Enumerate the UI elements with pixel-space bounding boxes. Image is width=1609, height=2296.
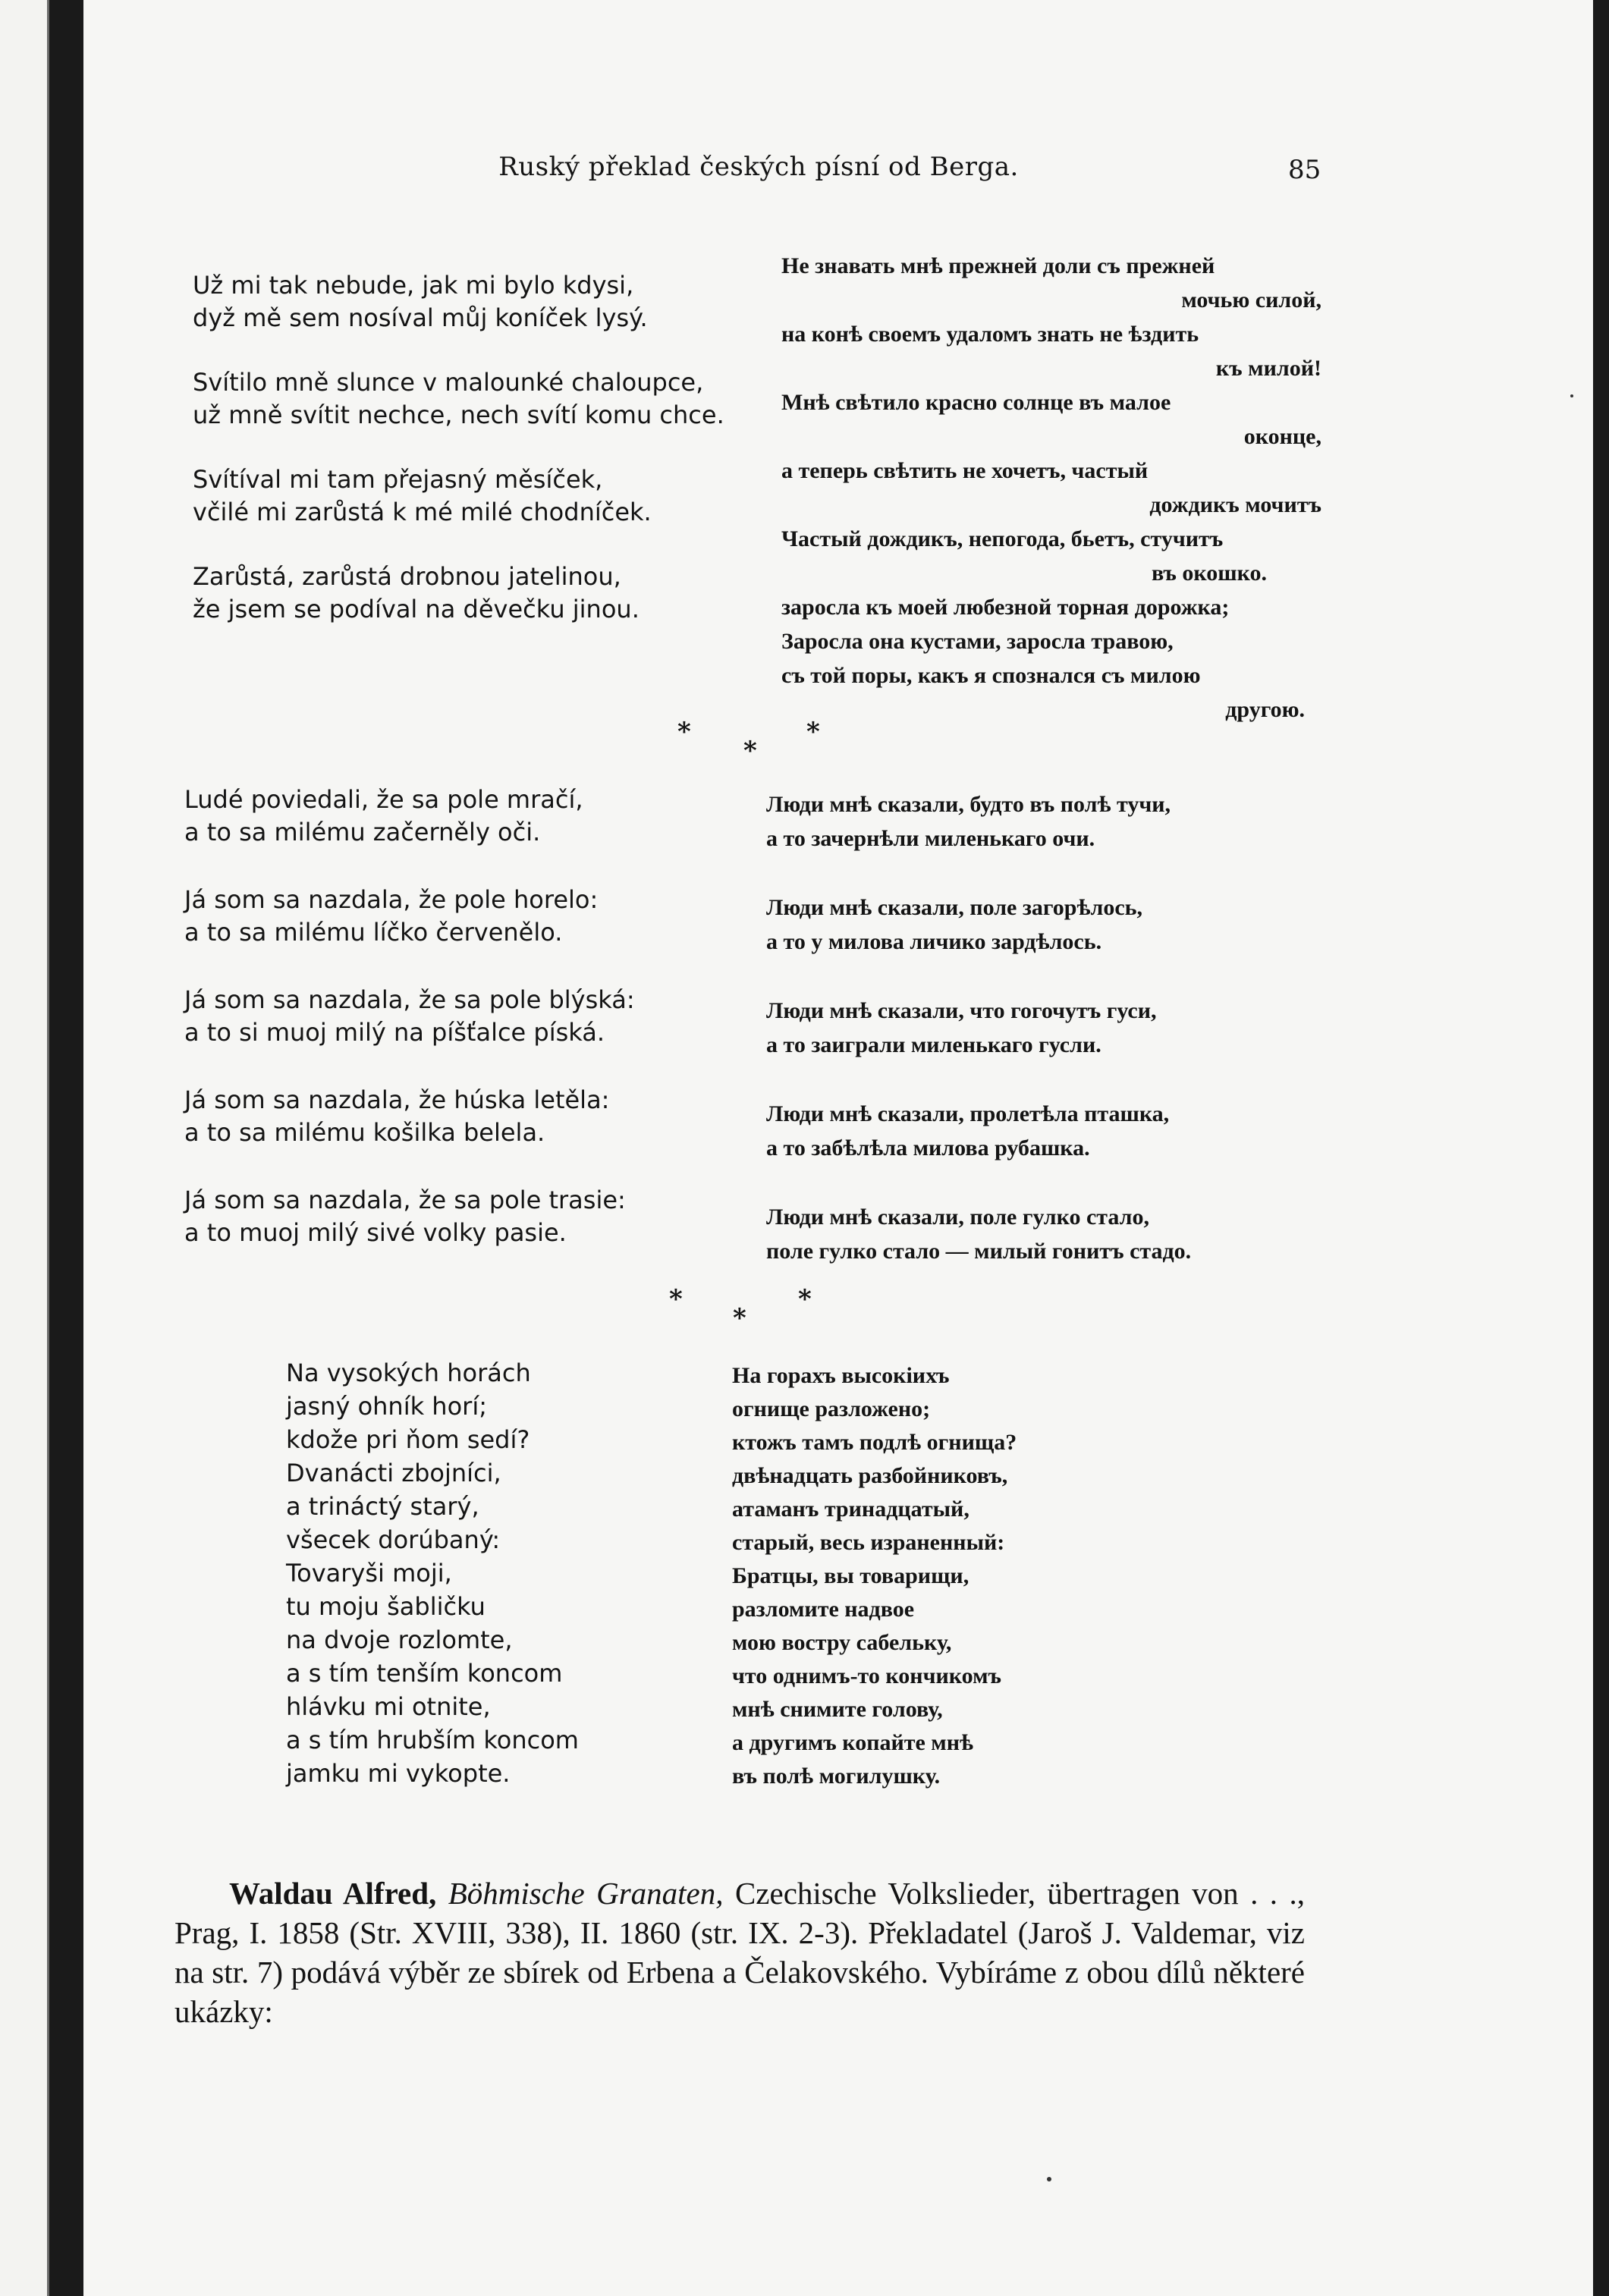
czech-poem-3 [286,1356,579,1790]
verse-line: а теперь свѣтить не хочетъ, частый [781,458,1149,483]
bibliographic-paragraph [174,1874,1305,2031]
verse-line: jasný ohník horí; [286,1392,487,1421]
stanza [193,366,724,432]
russian-poem-2 [766,787,1191,1268]
verse-line: а то зачернѣли миленькаго очи. [766,826,1095,851]
verse-line: Частый дождикъ, непогода, бьетъ, стучитъ [781,526,1224,551]
verse-line: Заросла она кустами, заросла травою, [781,629,1174,654]
verse-line: Не знавать мнѣ прежней доли съ прежней [781,253,1215,278]
verse-line: Zarůstá, zarůstá drobnou jatelinou, [193,562,621,591]
verse-line: na dvoje rozlomte, [286,1625,513,1654]
verse-line: Ludé poviedali, že sa pole mračí, [184,785,583,814]
verse-line: Já som sa nazdala, že sa pole blýská: [184,985,635,1014]
stanza [184,1184,635,1249]
verse-line: Na vysokých horách [286,1358,531,1387]
verse-line: атаманъ тринадцатый, [732,1497,969,1522]
verse-line: а то заиграли миленькаго гусли. [766,1032,1101,1057]
verse-line: dyž mě sem nosíval můj koníček lysý. [193,303,648,332]
verse-line: a s tím tenším koncom [286,1659,563,1688]
stanza [766,787,1191,856]
russian-poem-1 [781,249,1328,727]
stanza [184,1084,635,1149]
verse-line: Já som sa nazdala, že húska letěla: [184,1085,610,1114]
verse-line: въ полѣ могилушку. [732,1764,941,1789]
stanza [193,561,724,626]
verse-line: Dvanácti zbojníci, [286,1459,501,1487]
page-number: 85 [1288,155,1321,185]
verse-line: Люди мнѣ сказали, поле загорѣлось, [766,895,1142,920]
czech-poem-1 [193,269,724,658]
verse-line: a to sa milému košilka belela. [184,1118,545,1147]
verse-line: ктожъ тамъ подлѣ огнища? [732,1430,1017,1455]
verse-line: а то забѣлѣла милова рубашка. [766,1135,1090,1161]
verse-line-continuation: въ окошко. [1151,561,1267,586]
verse-line: поле гулко стало — милый гонитъ стадо. [766,1239,1192,1264]
paragraph-text: Czechische Volkslieder, übertragen [723,1876,1180,1911]
asterisk: * [669,1284,683,1314]
print-speck [1570,394,1573,397]
verse-line: a to si muoj milý na píšťalce píská. [184,1018,605,1047]
czech-poem-2 [184,784,635,1249]
verse-line-continuation: мочью силой, [1181,287,1321,313]
running-header: Ruský překlad českých písní od Berga. [498,152,1019,182]
stanza [184,984,635,1049]
verse-line: старый, весь израненный: [732,1530,1005,1555]
verse-line: že jsem se podíval na děvečku jinou. [193,595,640,623]
verse-line: Люди мнѣ сказали, будто въ полѣ тучи, [766,792,1171,817]
adjacent-page-edge [0,0,49,2296]
verse-line: už mně svítit nechce, nech svítí komu chce. [193,400,724,429]
verse-line: на конѣ своемъ удаломъ знать не ѣздить [781,322,1199,347]
verse-line: a trináctý starý, [286,1492,479,1521]
verse-line: Já som sa nazdala, že pole horelo: [184,885,599,914]
asterisk: * [677,717,691,747]
print-speck [1047,2177,1051,2181]
verse-line: Už mi tak nebude, jak mi bylo kdysi, [193,271,634,300]
verse-line: kdože pri ňom sedí? [286,1425,530,1454]
verse-line: что однимъ-то кончикомъ [732,1663,1002,1688]
author-name: Waldau Alfred, [229,1876,437,1911]
stanza [193,269,724,335]
verse-line: Люди мнѣ сказали, поле гулко стало, [766,1205,1149,1230]
verse-line: všecek dorúbaný: [286,1525,501,1554]
verse-line: Svítíval mi tam přejasný měsíček, [193,465,603,494]
verse-line: мою востру сабельку, [732,1630,952,1655]
verse-line: На горахъ высокіихъ [732,1363,950,1388]
verse-line: заросла къ моей любезной торная дорожка; [781,595,1230,620]
stanza [766,994,1191,1062]
verse-line: огнище разложено; [732,1396,931,1421]
stanza [184,784,635,849]
verse-line: a to muoj milý sivé volky pasie. [184,1218,567,1247]
verse-line: Мнѣ свѣтило красно солнце въ малое [781,390,1171,415]
verse-line: a to sa milému líčko červenělo. [184,918,563,947]
stanza [766,1097,1191,1165]
verse-line-continuation: дождикъ мочитъ [1149,492,1321,517]
asterisk: * [733,1303,746,1333]
verse-line: разломите надвое [732,1597,915,1622]
verse-line: Já som sa nazdala, že sa pole trasie: [184,1186,626,1214]
verse-line: съ той поры, какъ я спознался съ милою [781,663,1201,688]
verse-line: hlávku mi otnite, [286,1692,491,1721]
verse-line: Люди мнѣ сказали, пролетѣла пташка, [766,1101,1170,1126]
verse-line: včilé mi zarůstá k mé milé chodníček. [193,498,652,526]
verse-line: мнѣ снимите голову, [732,1697,943,1722]
russian-poem-3 [732,1359,1017,1793]
verse-line: a to sa milému začerněly oči. [184,818,541,846]
stanza [766,1200,1191,1268]
verse-line: Svítilo mně slunce v malounké chaloupce, [193,368,704,397]
verse-line-continuation: оконце, [1243,424,1321,449]
asterisk: * [806,717,820,747]
verse-line: а то у милова личико зардѣлось. [766,929,1102,954]
paragraph-text: von . . ., Prag, I. 1858 (Str. XVIII, 338), II. 1860 (str. IX. 2-3). Překladatel (Jaroš J. Valdemar, viz na str. 7) podává výběr ze sbírek od Erbena a Čelakovského. Vybíráme z obou dílů některé ukázky: [174,1876,1306,2029]
verse-line-continuation: къ милой! [1215,356,1321,381]
verse-line: tu moju šabličku [286,1592,486,1621]
verse-line: двѣнадцать разбойниковъ, [732,1463,1008,1488]
verse-line: Люди мнѣ сказали, что гогочутъ гуси, [766,998,1157,1023]
stanza [184,884,635,949]
verse-line: а другимъ копайте мнѣ [732,1730,974,1755]
stanza [766,890,1191,959]
asterisk: * [743,736,757,766]
verse-line: a s tím hrubším koncom [286,1726,579,1754]
verse-line: Tovaryši moji, [286,1559,452,1588]
book-title: Böhmische Granaten, [448,1876,724,1911]
verse-line-continuation: другою. [1225,697,1305,722]
verse-line: Братцы, вы товарищи, [732,1563,969,1588]
verse-line: jamku mi vykopte. [286,1759,511,1788]
stanza [193,463,724,529]
asterisk: * [798,1284,812,1314]
